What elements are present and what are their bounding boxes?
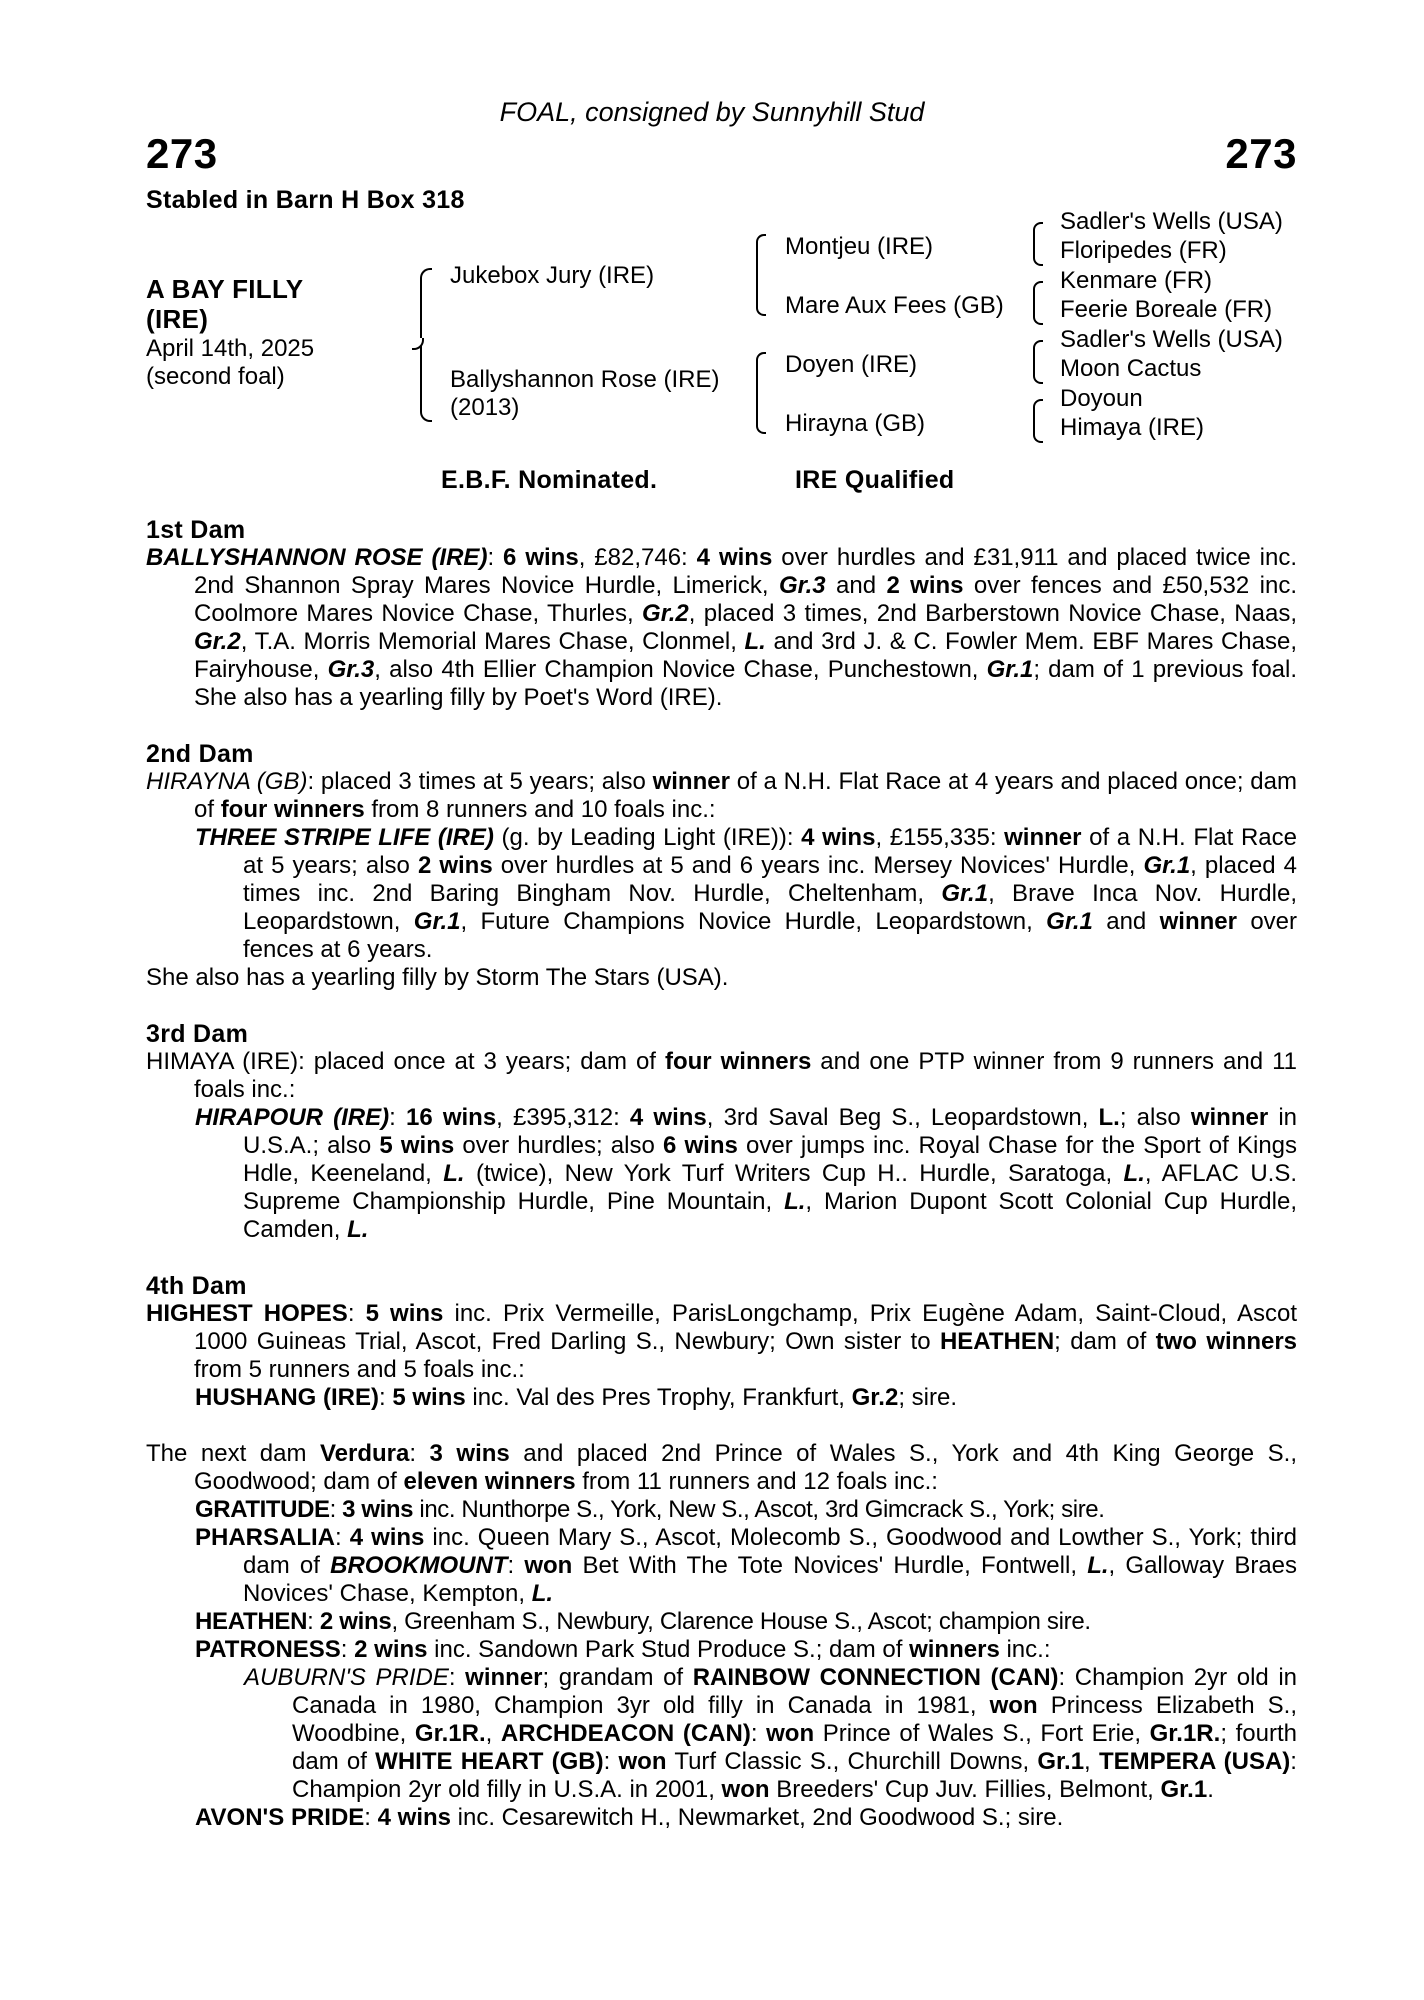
won: won — [766, 1720, 815, 1747]
text: inc. Val des Pres Trophy, Frankfurt, — [465, 1384, 852, 1411]
winner: winner — [652, 768, 730, 795]
produce-paragraph — [146, 1104, 1297, 1244]
text: HIMAYA (IRE): placed once at 3 years; dam of — [146, 1048, 665, 1075]
text: : — [487, 544, 504, 571]
dam-name: BALLYSHANNON ROSE (IRE) — [146, 544, 488, 571]
wins: 4 wins — [349, 1524, 425, 1551]
text: of a N.H. Flat Race at 5 years; also — [243, 824, 1297, 879]
text: : — [335, 1524, 350, 1551]
gen4-ancestor: Doyoun — [1060, 385, 1143, 412]
horse-name: ARCHDEACON (CAN) — [500, 1720, 751, 1747]
text: The next dam — [146, 1440, 320, 1467]
pedigree-brace — [756, 352, 766, 434]
fourth-dam-paragraph — [146, 1300, 1297, 1384]
grade: Gr.1 — [986, 656, 1034, 683]
wins: 4 wins — [377, 1804, 451, 1831]
text: (g. by Leading Light (IRE)): — [493, 824, 802, 851]
won: won — [524, 1552, 573, 1579]
text: inc. Prix Vermeille, ParisLongchamp, Prix Eugène Adam, Saint-Cloud, Ascot 1000 Guineas Trial, Ascot, Fred Darling S., Newbury; Own sister to — [194, 1300, 1298, 1355]
text: , £82,746: — [578, 544, 697, 571]
lot-number: 273 — [146, 130, 218, 177]
winners-count: four winners — [220, 796, 365, 823]
text: ; fourth dam of — [292, 1720, 1297, 1775]
grade: L. — [1087, 1552, 1109, 1579]
grade: L. — [443, 1160, 465, 1187]
text: from 5 runners and 5 foals inc.: — [194, 1356, 525, 1383]
text: , Brave Inca Nov. Hurdle, Leopardstown, — [243, 880, 1297, 935]
text: : — [507, 1552, 525, 1579]
text: : — [379, 1384, 393, 1411]
winners-count: four winners — [664, 1048, 812, 1075]
dam-name: HIRAYNA (GB) — [146, 768, 308, 795]
wins: 3 wins — [342, 1496, 414, 1523]
gen4-ancestor: Sadler's Wells (USA) — [1060, 208, 1283, 235]
text: over fences at 6 years. — [243, 908, 1298, 963]
winners-count: two winners — [1155, 1328, 1298, 1355]
grade: Gr.3 — [778, 572, 826, 599]
text: Prince of Wales S., Fort Erie, — [814, 1720, 1150, 1747]
wins: 5 wins — [379, 1132, 455, 1159]
text: : Champion 2yr old in Canada in 1980, Champion 3yr old filly in Canada in 1981, — [292, 1664, 1298, 1719]
pedigree-brace — [1033, 399, 1043, 443]
won: won — [618, 1748, 667, 1775]
grade: Gr.1 — [941, 880, 989, 907]
dam-year: (2013) — [450, 394, 520, 421]
text: , T.A. Morris Memorial Mares Chase, Clonmel, — [240, 628, 745, 655]
horse-name: PATRONESS — [195, 1636, 341, 1663]
sire-sire-name: Montjeu (IRE) — [785, 233, 934, 260]
text: of a N.H. Flat Race at 4 years and placed once; dam of — [194, 768, 1297, 823]
yearling-note: She also has a yearling filly by Storm The Stars (USA). — [146, 964, 729, 991]
wins: 16 wins — [405, 1104, 497, 1131]
text: : — [307, 1608, 320, 1635]
gen4-ancestor: Moon Cactus — [1060, 355, 1202, 382]
produce-paragraph — [146, 1636, 1297, 1664]
grade: L. — [1098, 1104, 1120, 1131]
produce-paragraph — [146, 1496, 1297, 1524]
foal-note: (second foal) — [146, 363, 285, 390]
produce-paragraph — [146, 1384, 1297, 1412]
text: from 8 runners and 10 foals inc.: — [364, 796, 716, 823]
grade: Gr.1 — [1160, 1776, 1208, 1803]
grade: Gr.2 — [851, 1384, 899, 1411]
text: : — [389, 1104, 406, 1131]
wins: 4 wins — [696, 544, 773, 571]
sire-name: Jukebox Jury (IRE) — [450, 262, 655, 289]
dam-name: Verdura — [319, 1440, 410, 1467]
wins: 2 wins — [417, 852, 493, 879]
text: over jumps inc. Royal Chase for the Sport of Kings Hdle, Keeneland, — [243, 1132, 1298, 1187]
subject-name: A BAY FILLY — [146, 274, 304, 304]
text: : Champion 2yr old filly in U.S.A. in 2001, — [292, 1748, 1297, 1803]
text: : — [409, 1440, 430, 1467]
text: over hurdles and £31,911 and placed twice inc. 2nd Shannon Spray Mares Novice Hurdle, Limerick, — [194, 544, 1298, 599]
text: : — [603, 1748, 619, 1775]
wins: 4 wins — [629, 1104, 707, 1131]
text: ; sire. — [898, 1384, 958, 1411]
gen4-ancestor: Feerie Boreale (FR) — [1060, 296, 1273, 323]
dam-name: Ballyshannon Rose (IRE) — [450, 366, 720, 393]
grade: Gr.1 — [1037, 1748, 1085, 1775]
text: and — [825, 572, 887, 599]
dam-dam-name: Hirayna (GB) — [785, 410, 926, 437]
text: , placed 3 times, 2nd Barberstown Novice Chase, Naas, — [688, 600, 1297, 627]
wins: 2 wins — [319, 1608, 392, 1635]
grade: Gr.3 — [327, 656, 375, 683]
grade: Gr.2 — [642, 600, 689, 627]
grade: L. — [784, 1188, 806, 1215]
gen4-ancestor: Himaya (IRE) — [1060, 414, 1205, 441]
text: (twice), New York Turf Writers Cup H.. Hurdle, Saratoga, — [464, 1160, 1124, 1187]
section-heading-4th-dam: 4th Dam — [146, 1272, 247, 1300]
text: in U.S.A.; also — [243, 1104, 1298, 1159]
grade: L. — [1123, 1160, 1145, 1187]
winner: winner — [1190, 1104, 1269, 1131]
text: : — [340, 1636, 355, 1663]
grade: Gr.2 — [194, 628, 241, 655]
pedigree-brace — [756, 234, 766, 316]
horse-name: WHITE HEART (GB) — [375, 1748, 604, 1775]
sire-dam-name: Mare Aux Fees (GB) — [785, 292, 1004, 319]
text: : — [347, 1300, 366, 1327]
text: ; dam of — [1054, 1328, 1156, 1355]
horse-name: PHARSALIA — [195, 1524, 336, 1551]
winner: winner — [465, 1664, 543, 1691]
text: , — [485, 1720, 501, 1747]
produce-paragraph — [146, 1524, 1297, 1608]
grade: L. — [347, 1216, 369, 1243]
text: : — [364, 1804, 378, 1831]
text: inc. Cesarewitch H., Newmarket, 2nd Goodwood S.; sire. — [451, 1804, 1064, 1831]
dam-sire-name: Doyen (IRE) — [785, 351, 918, 378]
consignor-line: FOAL, consigned by Sunnyhill Stud — [499, 97, 925, 127]
text: from 11 runners and 12 foals inc.: — [575, 1468, 938, 1495]
text: over hurdles at 5 and 6 years inc. Mersey Novices' Hurdle, — [492, 852, 1144, 879]
text: over fences and £50,532 inc. Coolmore Mares Novice Chase, Thurles, — [194, 572, 1297, 627]
wins: 4 wins — [801, 824, 876, 851]
text: inc.: — [999, 1636, 1051, 1663]
winner: winner — [1004, 824, 1082, 851]
grade: L. — [531, 1580, 554, 1607]
text: ; grandam of — [542, 1664, 693, 1691]
text: : — [750, 1720, 767, 1747]
text: Turf Classic S., Churchill Downs, — [666, 1748, 1038, 1775]
text: and placed 2nd Prince of Wales S., York and 4th King George S., Goodwood; dam of — [194, 1440, 1298, 1495]
text: , £155,335: — [875, 824, 1005, 851]
gen4-ancestor: Sadler's Wells (USA) — [1060, 326, 1283, 353]
text: inc. Queen Mary S., Ascot, Molecomb S., Goodwood and Lowther S., York; third dam of — [243, 1524, 1298, 1579]
text: over hurdles; also — [454, 1132, 663, 1159]
text: Breeders' Cup Juv. Fillies, Belmont, — [769, 1776, 1161, 1803]
winner: winner — [1159, 908, 1237, 935]
produce-paragraph — [146, 824, 1297, 964]
produce-paragraph — [146, 1608, 1297, 1636]
winners-count: eleven winners — [403, 1468, 576, 1495]
horse-name: BROOKMOUNT — [330, 1552, 508, 1579]
text: , Future Champions Novice Hurdle, Leopardstown, — [460, 908, 1047, 935]
text: inc. Nunthorpe S., York, New S., Ascot, 3rd Gimcrack S., York; sire. — [413, 1496, 1105, 1523]
wins: 5 wins — [365, 1300, 444, 1327]
horse-name: TEMPERA (USA) — [1098, 1748, 1291, 1775]
foaling-date: April 14th, 2025 — [146, 335, 315, 362]
lot-number-right: 273 — [1225, 130, 1297, 177]
produce-paragraph — [146, 1664, 1297, 1804]
text: ; also — [1119, 1104, 1191, 1131]
wins: 2 wins — [886, 572, 964, 599]
ire-qualified-badge: IRE Qualified — [795, 466, 955, 494]
text: and one PTP winner from 9 runners and 11 foals inc.: — [194, 1048, 1297, 1103]
subject-country: (IRE) — [146, 304, 209, 334]
text: , Galloway Braes Novices' Chase, Kempton, — [243, 1552, 1298, 1607]
horse-name: HEATHEN — [939, 1328, 1055, 1355]
section-heading-3rd-dam: 3rd Dam — [146, 1020, 249, 1048]
winners: winners — [909, 1636, 1000, 1663]
grade: Gr.1 — [1143, 852, 1191, 879]
pedigree-brace — [1033, 281, 1043, 325]
grade: Gr.1R. — [1149, 1720, 1221, 1747]
third-dam-paragraph — [146, 1048, 1297, 1104]
pedigree-brace — [1033, 340, 1043, 384]
dam-name: HIGHEST HOPES — [146, 1300, 348, 1327]
text: : — [448, 1664, 466, 1691]
wins: 2 wins — [354, 1636, 428, 1663]
grade: Gr.1R. — [414, 1720, 486, 1747]
grade: Gr.1 — [1046, 908, 1093, 935]
text: , AFLAC U.S. Supreme Championship Hurdle, Pine Mountain, — [243, 1160, 1298, 1215]
text: and 3rd J. & C. Fowler Mem. EBF Mares Chase, Fairyhouse, — [194, 628, 1298, 683]
text: . — [1207, 1776, 1214, 1803]
text: , Marion Dupont Scott Colonial Cup Hurdle, Camden, — [243, 1188, 1297, 1243]
horse-name: AVON'S PRIDE — [195, 1804, 365, 1831]
text: inc. Sandown Park Stud Produce S.; dam of — [427, 1636, 910, 1663]
horse-name: HEATHEN — [195, 1608, 308, 1635]
first-dam-paragraph — [146, 544, 1297, 712]
text: : — [329, 1496, 343, 1523]
ebf-nominated-badge: E.B.F. Nominated. — [441, 466, 658, 494]
horse-name: AUBURN'S PRIDE — [244, 1664, 449, 1691]
catalogue-body — [146, 516, 1297, 1832]
text: , placed 4 times inc. 2nd Baring Bingham Nov. Hurdle, Cheltenham, — [243, 852, 1298, 907]
text: , £395,312: — [496, 1104, 630, 1131]
won: won — [989, 1692, 1038, 1719]
wins: 5 wins — [392, 1384, 466, 1411]
wins: 6 wins — [662, 1132, 738, 1159]
gen4-ancestor: Floripedes (FR) — [1060, 237, 1227, 264]
text: , also 4th Ellier Champion Novice Chase, Punchestown, — [374, 656, 987, 683]
horse-name: RAINBOW CONNECTION (CAN) — [692, 1664, 1059, 1691]
horse-name: HIRAPOUR (IRE) — [195, 1104, 390, 1131]
horse-name: HUSHANG (IRE) — [195, 1384, 379, 1411]
text: , Greenham S., Newbury, Clarence House S., Ascot; champion sire. — [391, 1608, 1091, 1635]
wins: 6 wins — [503, 544, 579, 571]
text: and — [1092, 908, 1160, 935]
text: : placed 3 times at 5 years; also — [307, 768, 653, 795]
text: Princess Elizabeth S., Woodbine, — [292, 1692, 1297, 1747]
produce-paragraph — [146, 1804, 1297, 1832]
text: ; dam of 1 previous foal. She also has a yearling filly by Poet's Word (IRE). — [194, 656, 1298, 711]
won: won — [721, 1776, 770, 1803]
text: , 3rd Saval Beg S., Leopardstown, — [706, 1104, 1099, 1131]
grade: L. — [744, 628, 766, 655]
stabling-info: Stabled in Barn H Box 318 — [146, 186, 465, 214]
grade: Gr.1 — [413, 908, 461, 935]
horse-name: THREE STRIPE LIFE (IRE) — [195, 824, 494, 851]
pedigree-brace — [1033, 222, 1043, 266]
wins: 3 wins — [429, 1440, 510, 1467]
next-dam-paragraph — [146, 1440, 1297, 1496]
text: , — [1084, 1748, 1099, 1775]
horse-name: GRATITUDE — [195, 1496, 330, 1523]
section-heading-1st-dam: 1st Dam — [146, 516, 246, 544]
gen4-ancestor: Kenmare (FR) — [1060, 267, 1213, 294]
text: Bet With The Tote Novices' Hurdle, Fontwell, — [572, 1552, 1088, 1579]
second-dam-paragraph — [146, 768, 1297, 824]
section-heading-2nd-dam: 2nd Dam — [146, 740, 254, 768]
